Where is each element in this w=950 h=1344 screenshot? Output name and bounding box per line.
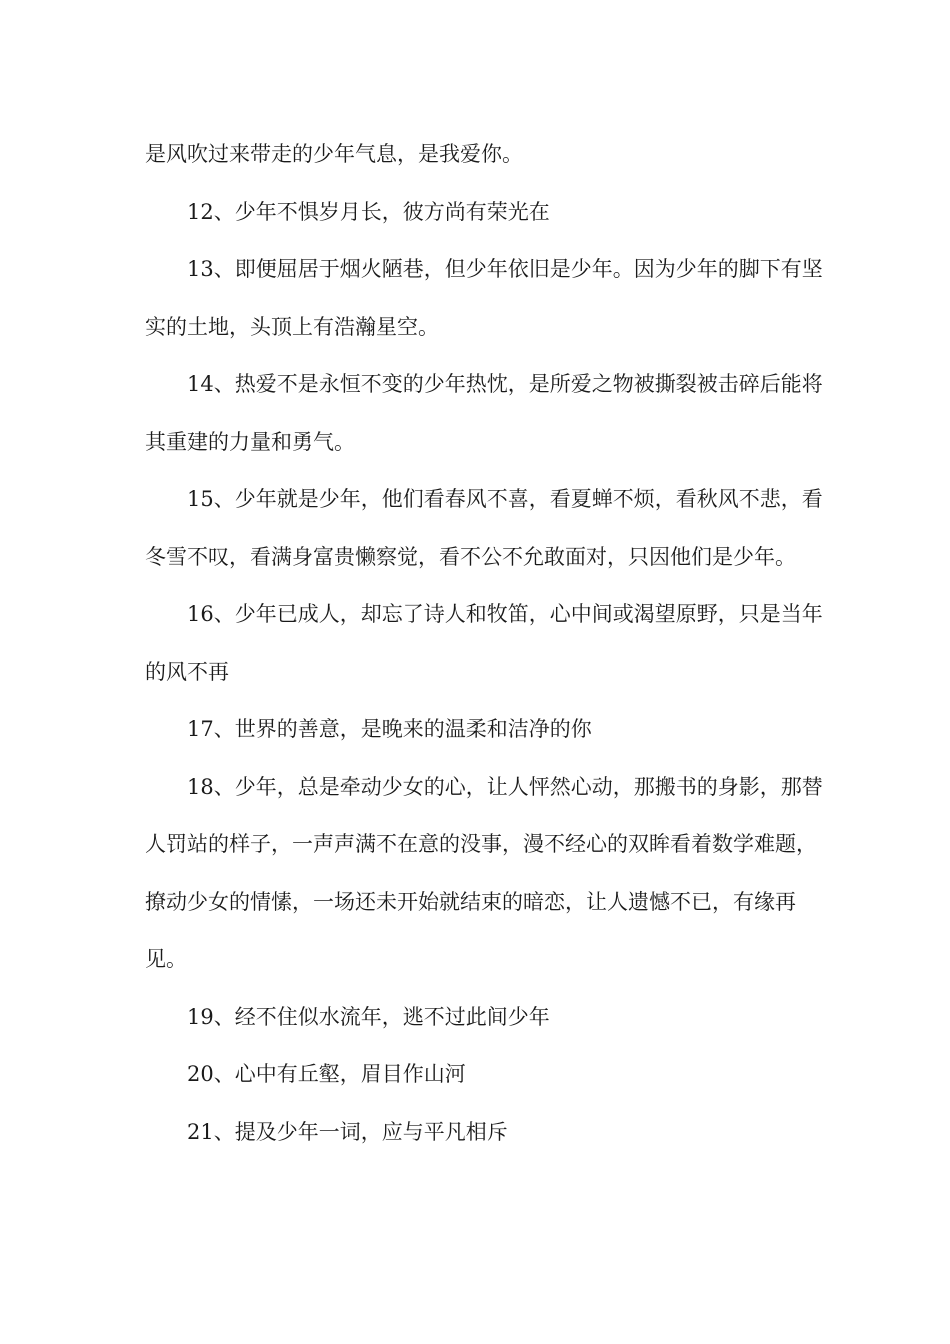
paragraph-continuation: 是风吹过来带走的少年气息，是我爱你。 bbox=[145, 142, 523, 166]
paragraph-item-15: 15、少年就是少年，他们看春风不喜，看夏蝉不烦，看秋风不悲，看冬雪不叹，看满身富贵懒察觉，看不公不允敢面对，只因他们是少年。 bbox=[145, 487, 823, 569]
paragraph-item-16: 16、少年已成人，却忘了诗人和牧笛，心中间或渴望原野，只是当年的风不再 bbox=[145, 602, 823, 684]
document-body bbox=[145, 126, 825, 1161]
paragraph-item-17: 17、世界的善意，是晚来的温柔和洁净的你 bbox=[187, 717, 592, 741]
paragraph-item-12: 12、少年不惧岁月长，彼方尚有荣光在 bbox=[187, 199, 550, 224]
paragraph-item-19: 19、经不住似水流年，逃不过此间少年 bbox=[187, 1004, 550, 1029]
paragraph-item-20: 20、心中有丘壑，眉目作山河 bbox=[187, 1062, 466, 1086]
paragraph-item-14: 14、热爱不是永恒不变的少年热忱，是所爱之物被撕裂被击碎后能将其重建的力量和勇气。 bbox=[145, 372, 823, 454]
paragraph-item-13: 13、即便屈居于烟火陋巷，但少年依旧是少年。因为少年的脚下有坚实的土地，头顶上有浩瀚星空。 bbox=[145, 257, 823, 339]
paragraph-item-18: 18、少年，总是牵动少女的心，让人怦然心动，那搬书的身影，那替人罚站的样子，一声声满不在意的没事，漫不经心的双眸看着数学难题，撩动少女的情愫，一场还未开始就结束的暗恋，让人遗憾不已，有缘再见。 bbox=[145, 774, 823, 971]
paragraph-item-21: 21、提及少年一词，应与平凡相斥 bbox=[187, 1119, 508, 1144]
